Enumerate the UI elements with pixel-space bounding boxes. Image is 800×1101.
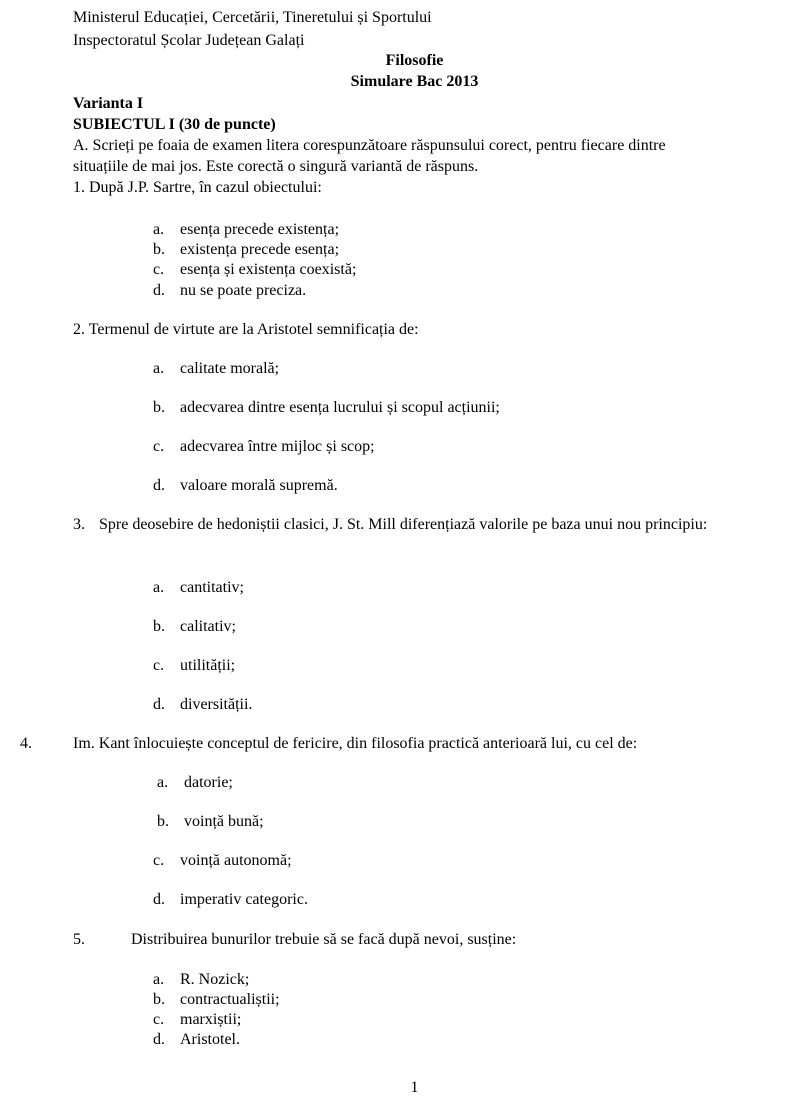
q3-option-a <box>153 578 244 598</box>
option-letter: c. <box>153 1011 165 1028</box>
option-letter: b. <box>157 813 169 830</box>
option-text: valoare morală supremă. <box>180 477 338 494</box>
option-text: imperativ categoric. <box>180 891 308 908</box>
option-text: datorie; <box>184 774 233 791</box>
option-text: esența precede existența; <box>180 221 340 238</box>
q4-option-a <box>157 773 233 793</box>
q3-option-c <box>153 656 235 676</box>
option-letter: c. <box>153 438 165 455</box>
option-letter: c. <box>153 261 165 278</box>
q1-option-b <box>153 240 339 260</box>
option-text: Aristotel. <box>180 1031 240 1048</box>
q1-option-a <box>153 220 339 240</box>
option-text: diversității. <box>180 696 253 713</box>
option-text: esența și existența coexistă; <box>180 261 357 278</box>
option-letter: a. <box>153 360 165 377</box>
q1-option-c <box>153 260 356 280</box>
inspectorate-header: Inspectoratul Școlar Județean Galați <box>73 32 305 49</box>
question-5-number: 5. <box>73 931 85 948</box>
ministry-header: Ministerul Educației, Cercetării, Tineretului și Sportului <box>73 9 432 26</box>
q4-option-d <box>153 890 308 910</box>
option-text: existența precede esența; <box>180 241 340 258</box>
question-4: Im. Kant înlocuiește conceptul de fericire, din filosofia practică anterioară lui, cu cel de: <box>73 735 638 752</box>
option-text: adecvarea dintre esența lucrului și scopul acțiunii; <box>180 399 500 416</box>
q5-option-a <box>153 970 249 990</box>
option-text: marxiștii; <box>180 1011 242 1028</box>
option-text: cantitativ; <box>180 579 244 596</box>
q2-option-d <box>153 476 338 496</box>
q4-option-b <box>157 812 264 832</box>
question-5: Distribuirea bunurilor trebuie să se facă după nevoi, susține: <box>131 931 517 948</box>
option-text: voință bună; <box>184 813 264 830</box>
question-3: Spre deosebire de hedoniștii clasici, J. St. Mill diferențiază valorile pe baza unui nou principiu: <box>99 516 708 533</box>
q1-option-d <box>153 281 306 301</box>
option-text: contractualiștii; <box>180 991 280 1008</box>
page-number: 1 <box>410 1079 419 1096</box>
option-letter: d. <box>153 282 165 299</box>
subject-title: Filosofie <box>385 52 444 69</box>
option-text: R. Nozick; <box>180 971 250 988</box>
q3-option-d <box>153 695 252 715</box>
q4-option-c <box>153 851 292 871</box>
option-letter: c. <box>153 852 165 869</box>
option-text: calitate morală; <box>180 360 280 377</box>
option-text: adecvarea între mijloc și scop; <box>180 438 375 455</box>
q2-option-a <box>153 359 279 379</box>
section-title: SUBIECTUL I (30 de puncte) <box>73 116 276 133</box>
option-letter: d. <box>153 891 165 908</box>
option-letter: d. <box>153 477 165 494</box>
instructions-line-1: A. Scrieți pe foaia de examen litera corespunzătoare răspunsului corect, pentru fiecare dintre <box>73 137 666 154</box>
option-letter: b. <box>153 241 165 258</box>
q3-option-b <box>153 617 236 637</box>
question-3-number: 3. <box>73 516 85 533</box>
option-letter: d. <box>153 696 165 713</box>
variant-label: Varianta I <box>73 95 144 112</box>
q5-option-c <box>153 1010 241 1030</box>
option-letter: a. <box>157 774 169 791</box>
option-letter: a. <box>153 971 165 988</box>
question-4-number: 4. <box>20 735 32 752</box>
option-letter: a. <box>153 221 165 238</box>
option-letter: c. <box>153 657 165 674</box>
q2-option-b <box>153 398 500 418</box>
question-2: 2. Termenul de virtute are la Aristotel semnificația de: <box>73 321 419 338</box>
option-text: calitativ; <box>180 618 236 635</box>
instructions-line-2: situațiile de mai jos. Este corectă o singură variantă de răspuns. <box>73 158 479 175</box>
option-text: nu se poate preciza. <box>180 282 307 299</box>
q5-option-d <box>153 1030 240 1050</box>
option-letter: a. <box>153 579 165 596</box>
question-1: 1. După J.P. Sartre, în cazul obiectului: <box>73 179 322 196</box>
exam-title: Simulare Bac 2013 <box>350 73 479 90</box>
q2-option-c <box>153 437 375 457</box>
q5-option-b <box>153 990 280 1010</box>
option-letter: b. <box>153 991 165 1008</box>
option-text: voință autonomă; <box>180 852 292 869</box>
option-letter: b. <box>153 618 165 635</box>
option-letter: d. <box>153 1031 165 1048</box>
option-text: utilității; <box>180 657 236 674</box>
option-letter: b. <box>153 399 165 416</box>
